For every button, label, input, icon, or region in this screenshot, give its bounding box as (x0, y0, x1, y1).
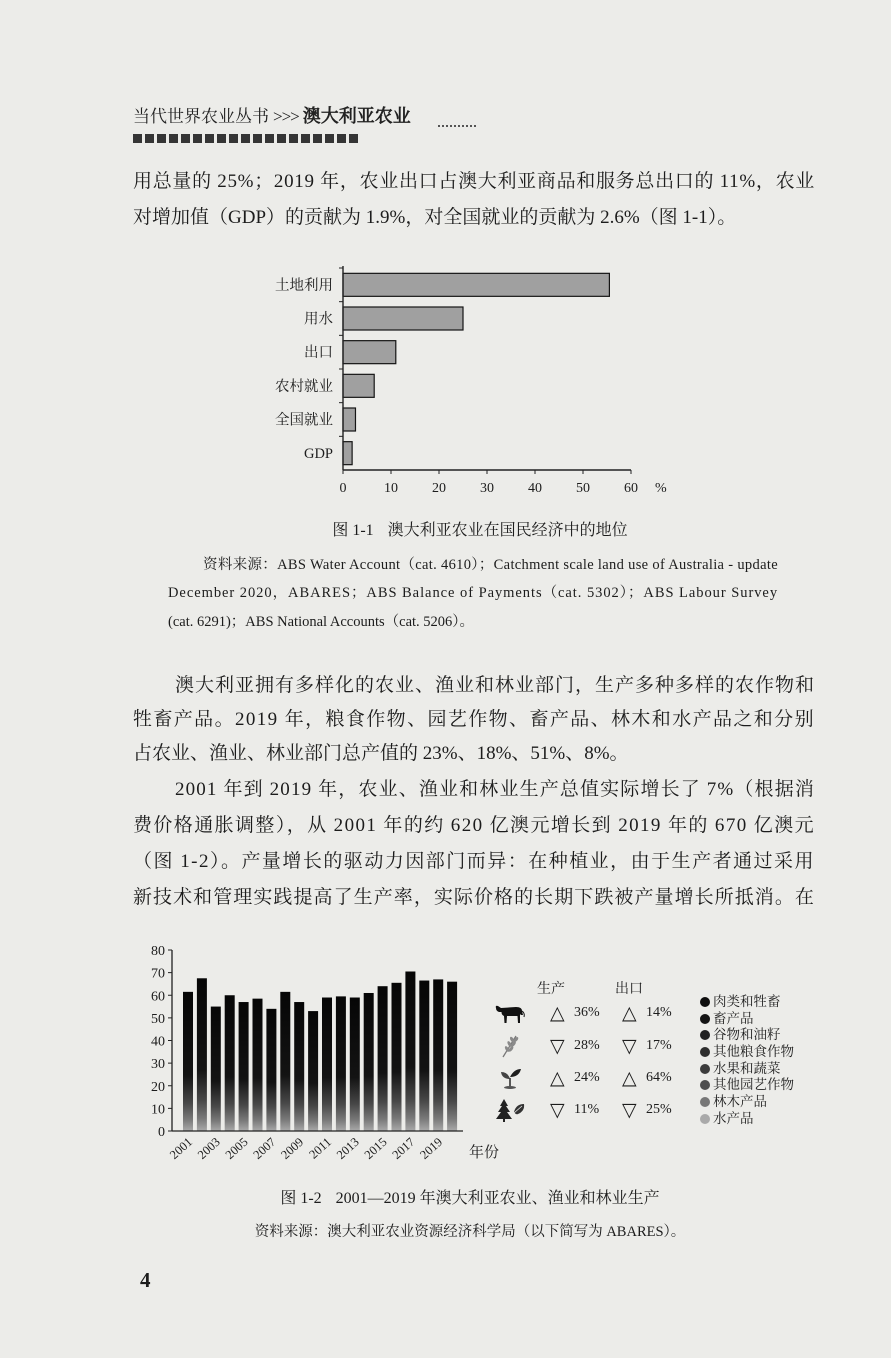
bar-2016 (392, 983, 402, 1131)
x-tick-label: 20 (432, 481, 446, 496)
x-tick-label-2019: 2019 (417, 1134, 446, 1162)
legend-swatch (700, 1114, 710, 1124)
legend-label: 林木产品 (713, 1094, 767, 1110)
bar-2013 (350, 998, 360, 1131)
y-tick-label: 10 (151, 1102, 165, 1118)
paragraph-1-line-1: 用总量的 25%；2019 年，农业出口占澳大利亚商品和服务总出口的 11%，农业 (133, 171, 815, 192)
bar-2005 (239, 1002, 249, 1131)
page-number: 4 (140, 1268, 151, 1292)
breadcrumb-separator: >>> (273, 107, 299, 126)
bar-2006 (253, 999, 263, 1131)
export-change-value: 14% (646, 1005, 672, 1020)
production-change-value: 24% (574, 1070, 600, 1085)
category-label-national-employment: 全国就业 (275, 412, 333, 429)
bar-2007 (266, 1009, 276, 1131)
legend-label: 其他园艺作物 (713, 1077, 794, 1093)
bar-national-employment (343, 408, 355, 431)
bar-2003 (211, 1007, 221, 1131)
bar-exports (343, 341, 396, 364)
y-tick-label: 20 (151, 1079, 165, 1095)
figure-1-2-bar-chart (120, 940, 510, 1172)
x-tick-label: 0 (339, 481, 347, 496)
export-change-value: 64% (646, 1070, 672, 1085)
x-tick-label-2009: 2009 (278, 1134, 307, 1162)
y-tick-label: 60 (151, 989, 165, 1005)
legend-swatch (700, 1097, 710, 1107)
production-change-value: 28% (574, 1038, 600, 1053)
production-change-value: 11% (574, 1102, 600, 1117)
seedling-icon (494, 1066, 528, 1090)
production-trend-symbol: △ (550, 1067, 565, 1089)
paragraph-2-line-2: 牲畜产品。2019 年，粮食作物、园艺作物、畜产品、林木和水产品之和分别 (133, 709, 815, 730)
figure-1-2-label: 图 1-2 (280, 1190, 322, 1207)
bar-2008 (280, 992, 290, 1131)
wheat-icon (494, 1034, 528, 1058)
bar-2020 (447, 982, 457, 1131)
paragraph-1-line-2: 对增加值（GDP）的贡献为 1.9%，对全国就业的贡献为 2.6%（图 1-1）。 (133, 207, 737, 228)
export-trend-symbol: △ (622, 1002, 637, 1024)
export-trend-symbol: △ (622, 1067, 637, 1089)
y-tick-label: 30 (151, 1057, 165, 1073)
production-trend-symbol: ▽ (550, 1035, 565, 1057)
x-tick-label: 30 (480, 481, 494, 496)
y-tick-label: 0 (158, 1125, 165, 1140)
legend-row-horticulture (490, 1066, 670, 1090)
category-label-land-use: 土地利用 (275, 277, 333, 294)
paragraph-3-line-4: 新技术和管理实践提高了生产率，实际价格的长期下跌被产量增长所抵消。在 (133, 887, 815, 908)
legend-row-grains (490, 1034, 670, 1058)
figure-1-2-caption (200, 1187, 740, 1211)
category-legend (700, 994, 820, 1128)
category-legend-item (700, 1077, 820, 1094)
legend-swatch (700, 1047, 710, 1057)
export-change-value: 25% (646, 1102, 672, 1117)
x-tick-label-2013: 2013 (333, 1134, 362, 1162)
bar-2015 (378, 986, 388, 1131)
bar-gdp (343, 442, 352, 465)
figure-1-2-source: 资料来源：澳大利亚农业资源经济科学局（以下简写为 ABARES）。 (254, 1224, 686, 1240)
y-tick-label: 50 (151, 1011, 165, 1027)
category-legend-item (700, 994, 820, 1011)
production-trend-symbol: △ (550, 1002, 565, 1024)
legend-label: 畜产品 (713, 1010, 754, 1026)
bar-2017 (405, 971, 415, 1131)
paragraph-2-line-3: 占农业、渔业、林业部门总产值的 23%、18%、51%、8%。 (133, 743, 629, 764)
category-label-gdp: GDP (303, 446, 333, 463)
figure-1-1-title: 澳大利亚农业在国民经济中的地位 (387, 522, 628, 539)
category-label-water-use: 用水 (304, 311, 333, 328)
legend-swatch (700, 1030, 710, 1040)
bar-2011 (322, 998, 332, 1131)
legend-row-livestock (490, 1001, 670, 1025)
legend-row-forestry-fisheries (490, 1098, 670, 1122)
figure-1-1-bar-chart (255, 255, 685, 500)
legend-label: 水产品 (713, 1110, 754, 1126)
bar-2019 (433, 979, 443, 1131)
figure-1-2-title: 2001—2019 年澳大利亚农业、渔业和林业生产 (335, 1190, 660, 1207)
x-tick-label: 60 (624, 481, 638, 496)
header-dotted-rule (438, 125, 476, 127)
paragraph-3-line-2: 费价格通胀调整），从 2001 年的约 620 亿澳元增长到 2019 年的 670 亿澳元 (133, 815, 815, 836)
y-tick-label: 70 (151, 966, 165, 982)
x-tick-label: 40 (528, 481, 542, 496)
running-header (133, 104, 411, 128)
legend-production-header: 生产 (537, 982, 565, 997)
legend-label: 水果和蔬菜 (713, 1060, 781, 1076)
bar-2002 (197, 978, 207, 1131)
x-axis-label: 年份 (469, 1145, 500, 1161)
y-tick-label: 80 (151, 944, 165, 959)
header-square-strip (133, 134, 361, 143)
bar-land-use (343, 273, 609, 296)
figure-1-1-source-line-2: December 2020，ABARES；ABS Balance of Payments（cat. 5302）；ABS Labour Survey (168, 585, 779, 601)
legend-label: 肉类和牲畜 (713, 994, 781, 1009)
cattle-icon (494, 1001, 528, 1025)
category-legend-item (700, 1044, 820, 1061)
paragraph-3-line-1: 2001 年到 2019 年，农业、渔业和林业生产总值实际增长了 7%（根据消 (175, 779, 815, 800)
bar-2012 (336, 996, 346, 1131)
x-tick-label: 10 (384, 481, 398, 496)
production-trend-symbol: ▽ (550, 1099, 565, 1121)
y-tick-label: 40 (151, 1034, 165, 1050)
bar-rural-employment (343, 374, 374, 397)
bar-water-use (343, 307, 463, 330)
series-title: 当代世界农业丛书 (133, 107, 269, 126)
x-tick-label: 50 (576, 481, 590, 496)
book-title: 澳大利亚农业 (302, 106, 411, 126)
figure-1-1-caption (200, 519, 760, 543)
x-tick-label-2005: 2005 (222, 1134, 251, 1162)
bar-2014 (364, 993, 374, 1131)
bar-2010 (308, 1011, 318, 1131)
export-change-value: 17% (646, 1038, 672, 1053)
x-tick-label-2015: 2015 (361, 1134, 390, 1162)
bar-2004 (225, 995, 235, 1131)
legend-swatch (700, 1064, 710, 1074)
legend-label: 其他粮食作物 (713, 1044, 794, 1060)
x-tick-label-2001: 2001 (167, 1134, 196, 1162)
bar-2018 (419, 981, 429, 1131)
x-tick-label-2007: 2007 (250, 1134, 279, 1162)
figure-1-1-source-line-3: (cat. 6291)；ABS National Accounts（cat. 5206）。 (168, 614, 475, 630)
paragraph-3-line-3: （图 1-2）。产量增长的驱动力因部门而异：在种植业，由于生产者通过采用 (133, 851, 816, 872)
category-label-exports: 出口 (304, 345, 333, 362)
bar-2009 (294, 1002, 304, 1131)
legend-label: 谷物和油籽 (713, 1027, 781, 1043)
x-tick-label-2003: 2003 (194, 1134, 223, 1162)
tree-leaf-icon (494, 1098, 528, 1122)
production-change-value: 36% (574, 1005, 600, 1020)
category-legend-item (700, 1027, 820, 1044)
category-label-rural-employment: 农村就业 (275, 378, 333, 395)
x-tick-label-2017: 2017 (389, 1134, 418, 1162)
category-legend-item (700, 1061, 820, 1078)
legend-swatch (700, 1014, 710, 1024)
figure-1-1-source-line-1: 资料来源：ABS Water Account（cat. 4610）；Catchment scale land use of Australia - update (203, 557, 778, 573)
category-legend-item (700, 1011, 820, 1028)
x-tick-label-2011: 2011 (306, 1134, 335, 1162)
export-trend-symbol: ▽ (622, 1099, 637, 1121)
x-axis-unit: % (655, 481, 667, 496)
bar-2001 (183, 992, 193, 1131)
legend-swatch (700, 997, 710, 1007)
paragraph-2-line-1: 澳大利亚拥有多样化的农业、渔业和林业部门，生产多种多样的农作物和 (175, 675, 816, 696)
category-legend-item (700, 1094, 820, 1111)
export-trend-symbol: ▽ (622, 1035, 637, 1057)
legend-export-header: 出口 (615, 982, 643, 997)
legend-swatch (700, 1080, 710, 1090)
category-legend-item (700, 1111, 820, 1128)
figure-1-1-label: 图 1-1 (332, 522, 374, 539)
